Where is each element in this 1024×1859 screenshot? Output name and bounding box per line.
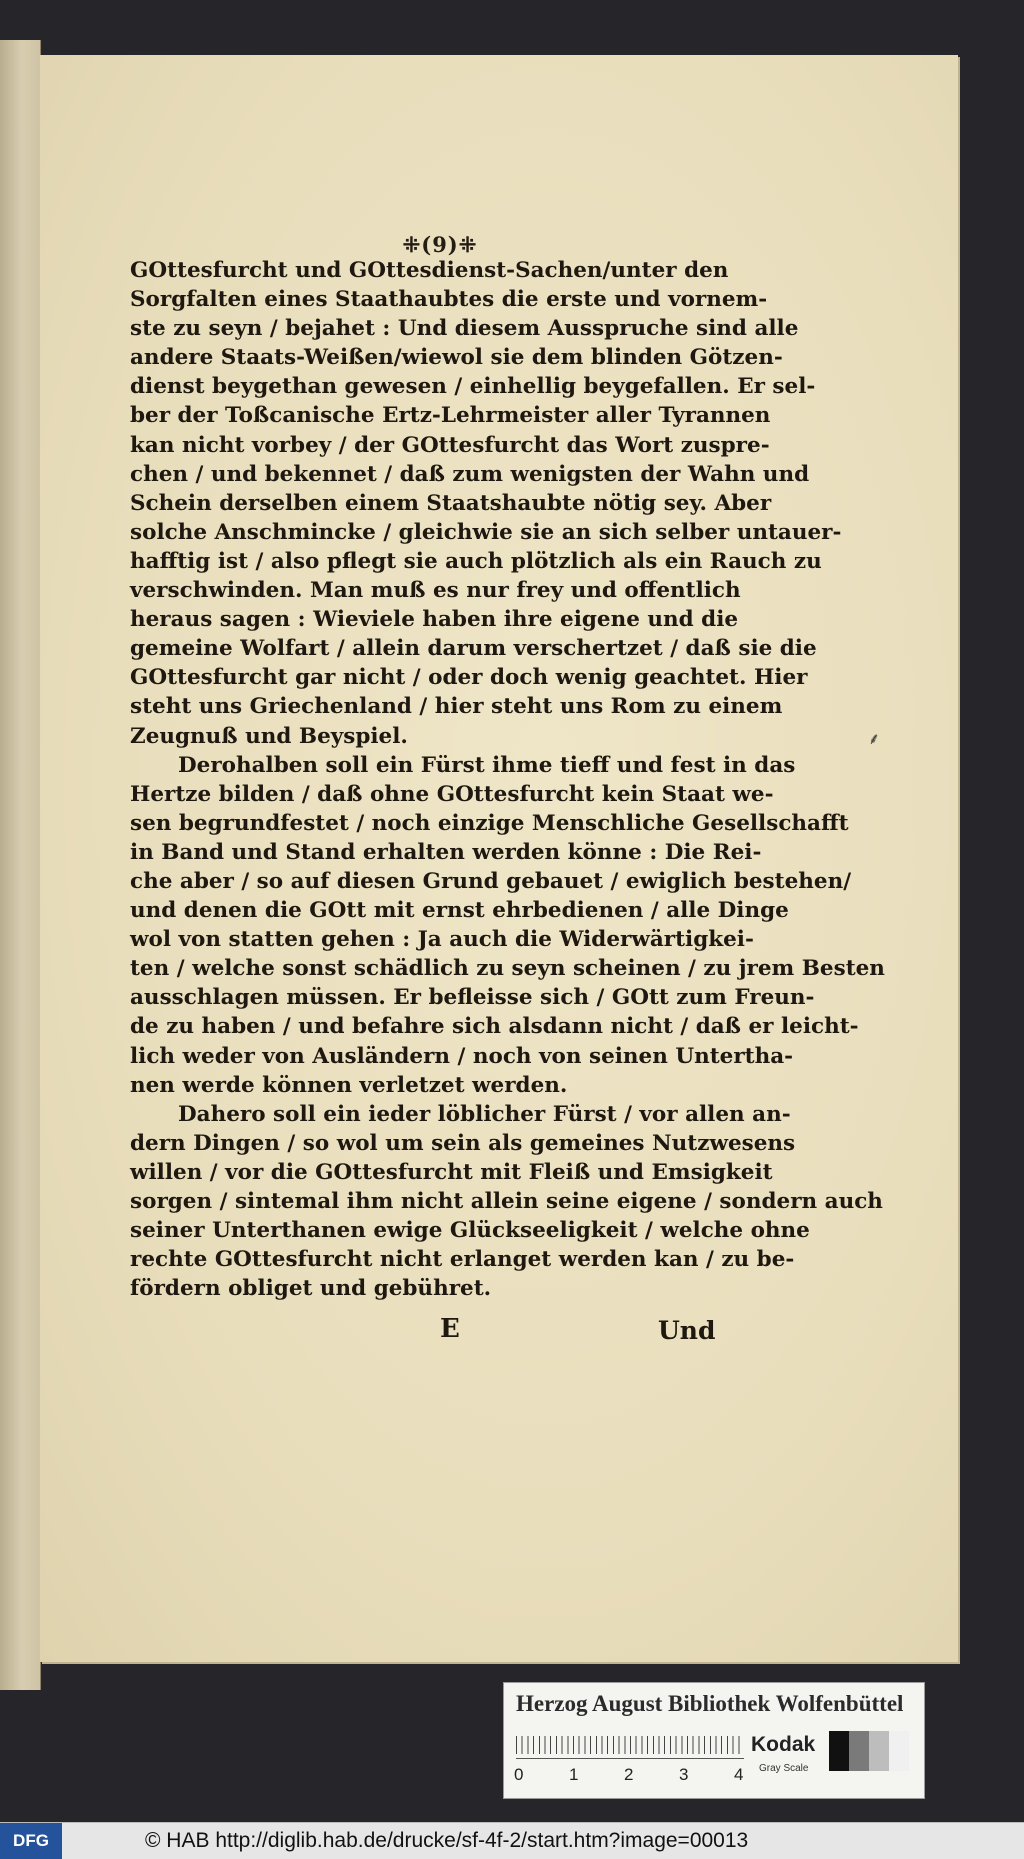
swatch [829, 1731, 849, 1771]
text-line: GOttesfurcht und GOttesdienst-Sachen/unter den [130, 258, 729, 283]
library-name: Herzog August Bibliothek Wolfenbüttel [516, 1691, 904, 1716]
ruler-number: 0 [514, 1765, 524, 1784]
text-line: fördern obliget und gebühret. [130, 1276, 492, 1302]
text-line: andere Staats-Weißen/wiewol sie dem blinden Götzen- [130, 345, 783, 371]
page-header: ⁜(9)⁜ [402, 232, 478, 257]
text-line: heraus sagen : Wieviele haben ihre eigene und die [130, 607, 739, 633]
ruler-number: 4 [734, 1765, 744, 1784]
text-line: steht uns Griechenland / hier steht uns Rom zu einem [130, 694, 783, 720]
dfg-logo[interactable]: DFG [0, 1823, 62, 1859]
text-line: chen / und bekennet / daß zum wenigsten der Wahn und [130, 461, 810, 487]
swatch [889, 1731, 909, 1771]
text-line: willen / vor die GOttesfurcht mit Fleiß und Emsigkeit [130, 1159, 773, 1185]
color-calibration-card [503, 1682, 925, 1799]
text-line: kan nicht vorbey / der GOttesfurcht das Wort zusprе- [130, 432, 770, 458]
ruler-number: 2 [624, 1765, 634, 1784]
text-line: solche Anschmincke / gleichwie sie an sich selber untauer- [130, 519, 842, 545]
scale-ruler [516, 1728, 744, 1759]
text-line: ten / welche sonst schädlich zu seyn scheinen / zu jrem Besten [130, 956, 885, 982]
text-line: sorgen / sintemal ihm nicht allein seine eigene / sondern auch [130, 1189, 883, 1214]
signature-mark: E [440, 1314, 460, 1344]
text-line: Hertze bilden / daß ohne GOttesfurcht kein Staat we- [130, 781, 774, 807]
text-line: sen begrundfestet / noch einzige Menschliche Gesellschafft [130, 810, 849, 836]
text-line: lich weder von Ausländern / noch von seinen Untertha- [130, 1043, 794, 1069]
text-line: dienst beygethan gewesen / einhellig beygefallen. Er sel- [130, 374, 816, 400]
text-line: ber der Toßcanische Ertz-Lehrmeister aller Tyrannen [130, 403, 771, 429]
text-line: verschwinden. Man muß es nur frey und offentlich [130, 578, 741, 604]
text-line: Sorgfalten eines Staathaubtes die erste und vornem- [130, 287, 768, 313]
catchword: Und [658, 1316, 716, 1345]
text-line: de zu haben / und befahre sich alsdann nicht / daß er leicht- [130, 1014, 859, 1040]
body-text [130, 256, 885, 1303]
text-line: rechte GOttesfurcht nicht erlanget werden kan / zu be- [130, 1247, 795, 1273]
brand-subtitle: Gray Scale [759, 1763, 809, 1774]
ruler-number: 3 [679, 1765, 689, 1784]
margin-mark: ⸙ [868, 729, 881, 748]
ruler-number: 1 [569, 1765, 579, 1784]
text-line: Zeugnuß und Beyspiel. [130, 723, 408, 749]
text-line: nen werde können verletzet werden. [130, 1072, 568, 1098]
swatch [849, 1731, 869, 1771]
text-line: seiner Unterthanen ewige Glückseeligkeit / welche ohne [130, 1218, 810, 1244]
text-line: Dahero soll ein ieder löblicher Fürst / vor allen an- [178, 1101, 791, 1127]
copyright-link[interactable]: © HAB http://diglib.hab.de/drucke/sf-4f-2/start.htm?image=00013 [145, 1829, 749, 1852]
text-line: wol von statten gehen : Ja auch die Widerwärtigkei- [130, 927, 754, 953]
brand-logo: Kodak [751, 1733, 816, 1756]
text-line: in Band und Stand erhalten werden könne : Die Rei- [130, 839, 762, 865]
text-line: hafftig ist / also pflegt sie auch plötzlich als ein Rauch zu [130, 548, 822, 574]
footer-bar [0, 1822, 1024, 1859]
text-line: Derohalben soll ein Fürst ihme tieff und fest in das [178, 752, 796, 778]
gray-swatches [829, 1731, 909, 1771]
text-line: che aber / so auf diesen Grund gebauet / ewiglich bestehen/ [130, 868, 852, 894]
text-line: Schein derselben einem Staatshaubte nötig sey. Aber [130, 490, 772, 516]
text-line: ste zu seyn / bejahet : Und diesem Ausspruche sind alle [130, 316, 799, 342]
swatch [869, 1731, 889, 1771]
text-line: ausschlagen müssen. Er befleisse sich / GOtt zum Freun- [130, 985, 815, 1011]
text-line: GOttesfurcht gar nicht / oder doch wenig geachtet. Hier [130, 665, 808, 691]
text-line: gemeine Wolfart / allein darum verschertzet / daß sie die [130, 636, 817, 662]
text-line: dern Dingen / so wol um sein als gemeines Nutzwesens [130, 1130, 796, 1156]
adjacent-page-edge [0, 40, 41, 1690]
text-line: und denen die GOtt mit ernst ehrbedienen / alle Dinge [130, 898, 789, 924]
